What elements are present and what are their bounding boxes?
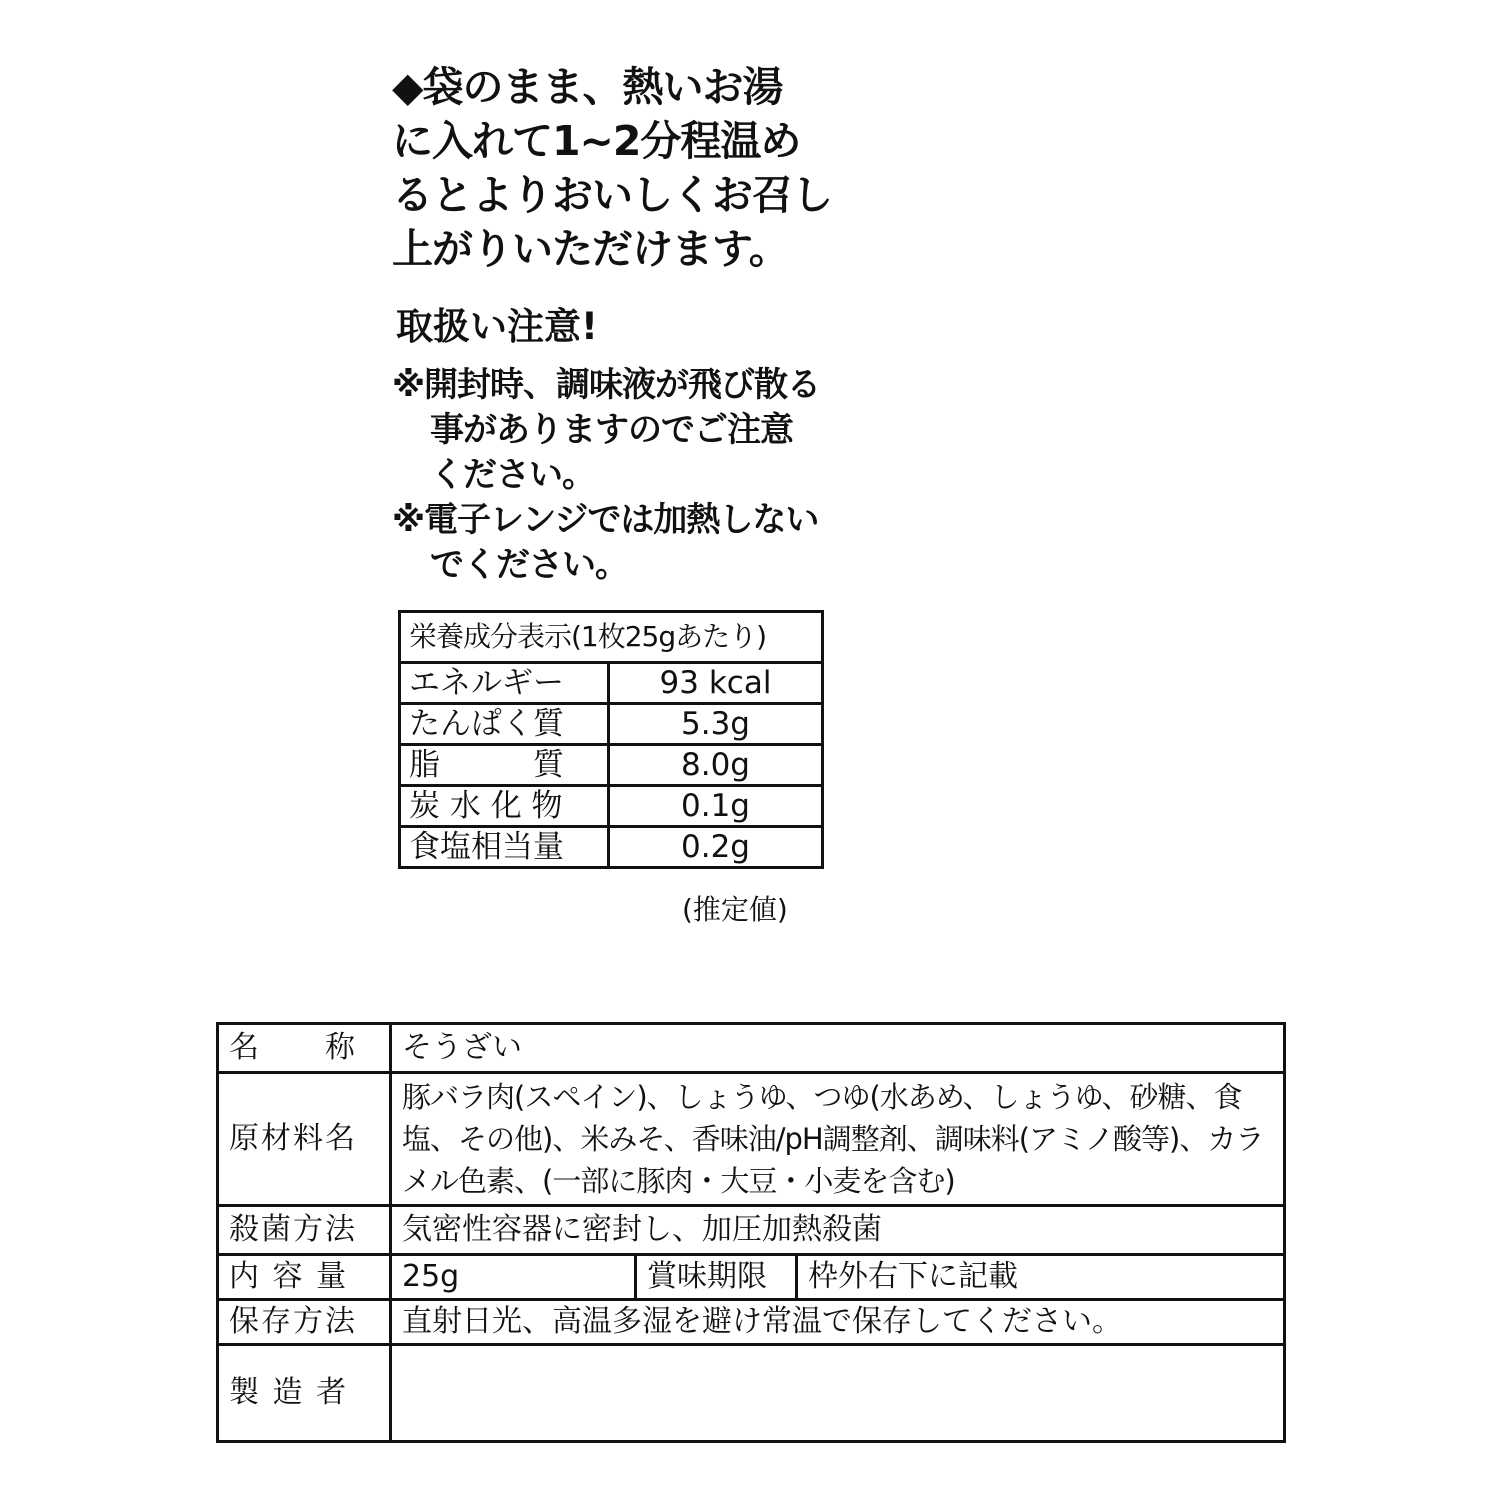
nutrient-value: 8.0g: [609, 745, 823, 786]
caution-item-splash: [392, 363, 820, 498]
ingredients-label: 原材料名: [218, 1073, 391, 1206]
nutrient-value: 93 kcal: [609, 663, 823, 704]
ingredients-value: 豚バラ肉(スペイン)、しょうゆ、つゆ(水あめ、しょうゆ、砂糖、食塩、その他)、米みそ、香味油/pH調整剤、調味料(アミノ酸等)、カラメル色素、(一部に豚肉・大豆・小麦を含む): [391, 1073, 1285, 1206]
nutrient-label: 脂 質: [400, 745, 609, 786]
caution-line: ※開封時、調味液が飛び散る: [392, 365, 821, 405]
nutrition-row-salt: [400, 827, 823, 868]
caution-list: [392, 363, 820, 588]
sterilization-value: 気密性容器に密封し、加圧加熱殺菌: [391, 1206, 1285, 1255]
product-name-row: [218, 1024, 1285, 1073]
caution-line: 事がありますのでご注意: [430, 410, 793, 450]
nutrition-caption: 栄養成分表示(1枚25gあたり): [400, 612, 823, 663]
manufacturer-value: [391, 1345, 1285, 1442]
product-info-table: [216, 1022, 1286, 1443]
nutrient-value: 5.3g: [609, 704, 823, 745]
sterilization-row: [218, 1206, 1285, 1255]
product-name-label: 名 称: [218, 1024, 391, 1073]
storage-label: 保存方法: [218, 1300, 391, 1345]
content-amount-row: [218, 1255, 1285, 1300]
nutrition-caption-row: [400, 612, 823, 663]
expiry-label: 賞味期限: [636, 1255, 797, 1300]
content-amount-value: 25g: [391, 1255, 636, 1300]
caution-line: ください。: [430, 455, 595, 495]
caution-item-microwave: [392, 498, 820, 588]
caution-line: ※電子レンジでは加熱しない: [392, 500, 819, 540]
manufacturer-row: [218, 1345, 1285, 1442]
nutrient-label: エネルギー: [400, 663, 609, 704]
nutrient-value: 0.2g: [609, 827, 823, 868]
nutrition-row-protein: [400, 704, 823, 745]
nutrient-label: 食塩相当量: [400, 827, 609, 868]
storage-value: 直射日光、高温多湿を避け常温で保存してください。: [391, 1300, 1285, 1345]
content-amount-label: 内 容 量: [218, 1255, 391, 1300]
instruction-line: 上がりいただけます。: [392, 225, 789, 273]
preparation-instructions: [392, 60, 852, 276]
nutrition-row-fat: [400, 745, 823, 786]
handling-caution-title: 取扱い注意!: [396, 305, 598, 348]
nutrition-facts-table: [398, 610, 824, 869]
expiry-value: 枠外右下に記載: [797, 1255, 1285, 1300]
product-name-value: そうざい: [391, 1024, 1285, 1073]
estimated-value-note: (推定値): [682, 893, 788, 926]
instruction-line: に入れて1~2分程温め: [392, 117, 801, 165]
caution-line: でください。: [430, 545, 628, 585]
sterilization-label: 殺菌方法: [218, 1206, 391, 1255]
storage-row: [218, 1300, 1285, 1345]
ingredients-row: [218, 1073, 1285, 1206]
nutrient-value: 0.1g: [609, 786, 823, 827]
manufacturer-label: 製 造 者: [218, 1345, 391, 1442]
nutrition-row-carbohydrate: [400, 786, 823, 827]
instruction-line: ◆袋のまま、熱いお湯: [392, 63, 783, 111]
nutrient-label: 炭 水 化 物: [400, 786, 609, 827]
nutrient-label: たんぱく質: [400, 704, 609, 745]
instruction-line: るとよりおいしくお召し: [392, 171, 832, 219]
nutrition-row-energy: [400, 663, 823, 704]
